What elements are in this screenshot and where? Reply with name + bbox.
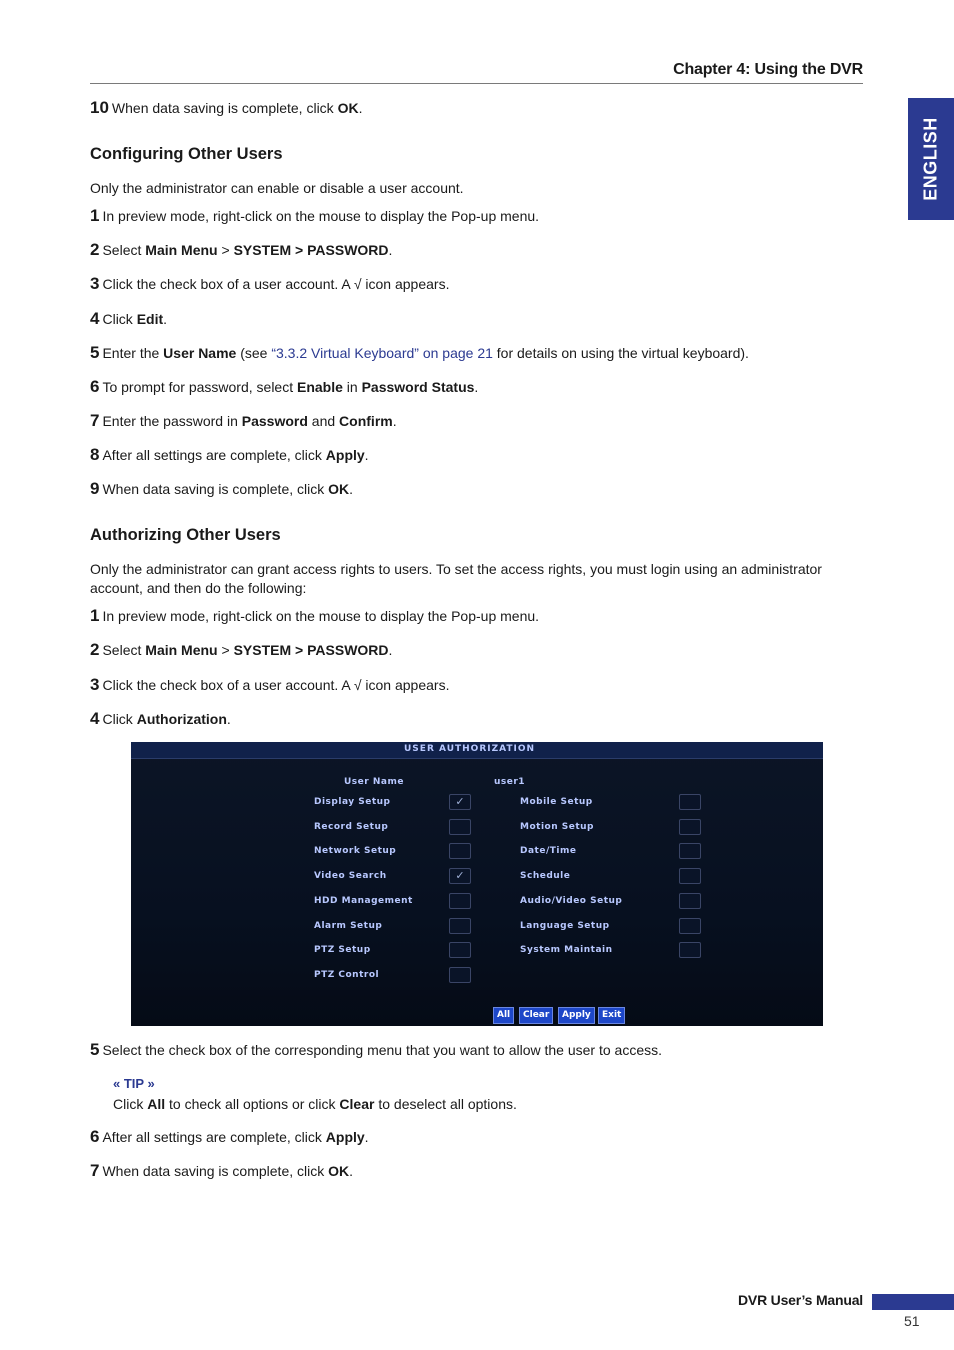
section-intro: Only the administrator can grant access rights to users. To set the access rights, you must login using an administrator account, and then do the following: [90,561,822,596]
exit-button[interactable]: Exit [598,1007,625,1024]
header-rule [90,83,863,84]
permission-label: Mobile Setup [520,797,593,807]
step-item: 9 When data saving is complete, click OK. [90,479,354,498]
footer-title: DVR User’s Manual [738,1292,863,1308]
permission-checkbox[interactable] [679,893,701,909]
permission-checkbox[interactable] [679,819,701,835]
step-item: 4 Click Edit. [90,309,168,328]
permission-checkbox[interactable] [679,918,701,934]
chapter-title: Chapter 4: Using the DVR [673,61,863,78]
permission-checkbox[interactable] [449,843,471,859]
step-item: 7 Enter the password in Password and Confirm. [90,411,397,430]
language-tab-label: ENGLISH [920,117,941,201]
user-name-label: User Name [344,777,404,787]
permission-label: Record Setup [314,822,389,832]
user-name-value: user1 [494,777,526,787]
section-intro: Only the administrator can enable or disable a user account. [90,180,464,196]
section-heading-configuring: Configuring Other Users [90,145,283,163]
step-number: 10 [90,98,109,117]
step-item: 4 Click Authorization. [90,709,231,728]
step-item: 1 In preview mode, right-click on the mouse to display the Pop-up menu. [90,606,540,625]
page-number: 51 [904,1313,920,1329]
all-button[interactable]: All [493,1007,514,1024]
section-heading-authorizing: Authorizing Other Users [90,526,281,544]
permission-label: PTZ Setup [314,945,371,955]
permission-label: Display Setup [314,797,391,807]
clear-button[interactable]: Clear [519,1007,553,1024]
permission-checkbox[interactable] [679,843,701,859]
permission-label: Audio/Video Setup [520,896,623,906]
permission-checkbox[interactable] [449,819,471,835]
step-item: 3 Click the check box of a user account. A √ icon appears. [90,675,450,694]
step-item: 3 Click the check box of a user account. A √ icon appears. [90,274,450,293]
step-10: 10 When data saving is complete, click OK. [90,98,363,117]
tip-label: « TIP » [113,1076,155,1091]
permission-label: Network Setup [314,846,397,856]
permission-label: Schedule [520,871,571,881]
user-authorization-screen [131,742,823,1026]
permission-checkbox[interactable] [449,918,471,934]
permission-label: Video Search [314,871,387,881]
step-item: 2 Select Main Menu > SYSTEM > PASSWORD. [90,240,393,259]
permission-label: PTZ Control [314,970,380,980]
step-item: 7 When data saving is complete, click OK. [90,1161,354,1180]
permission-checkbox[interactable]: ✓ [449,794,471,810]
dvr-title-bar [131,742,823,759]
permission-label: HDD Management [314,896,413,906]
permission-checkbox[interactable]: ✓ [449,868,471,884]
tip-text: Click All to check all options or click Clear to deselect all options. [113,1096,517,1112]
permission-checkbox[interactable] [449,967,471,983]
step-item: 6 After all settings are complete, click Apply. [90,1127,369,1146]
footer-bar [872,1294,954,1310]
permission-checkbox[interactable] [679,794,701,810]
permission-checkbox[interactable] [679,868,701,884]
permission-label: System Maintain [520,945,613,955]
permission-label: Date/Time [520,846,577,856]
language-tab [908,98,954,220]
dvr-title: USER AUTHORIZATION [404,744,536,754]
permission-label: Motion Setup [520,822,594,832]
virtual-keyboard-link[interactable]: “3.3.2 Virtual Keyboard” on page 21 [271,345,493,361]
permission-label: Language Setup [520,921,610,931]
step-item: 8 After all settings are complete, click Apply. [90,445,369,464]
permission-checkbox[interactable] [449,893,471,909]
step-item: 5 Select the check box of the corresponding menu that you want to allow the user to access. [90,1040,663,1059]
permission-label: Alarm Setup [314,921,383,931]
step-item: 2 Select Main Menu > SYSTEM > PASSWORD. [90,640,393,659]
permission-checkbox[interactable] [679,942,701,958]
step-item: 6 To prompt for password, select Enable in Password Status. [90,377,479,396]
step-item: 1 In preview mode, right-click on the mouse to display the Pop-up menu. [90,206,540,225]
step-item: 5 Enter the User Name (see “3.3.2 Virtual Keyboard” on page 21 for details on using the virtual keyboard). [90,343,749,362]
apply-button[interactable]: Apply [558,1007,595,1024]
permission-checkbox[interactable] [449,942,471,958]
